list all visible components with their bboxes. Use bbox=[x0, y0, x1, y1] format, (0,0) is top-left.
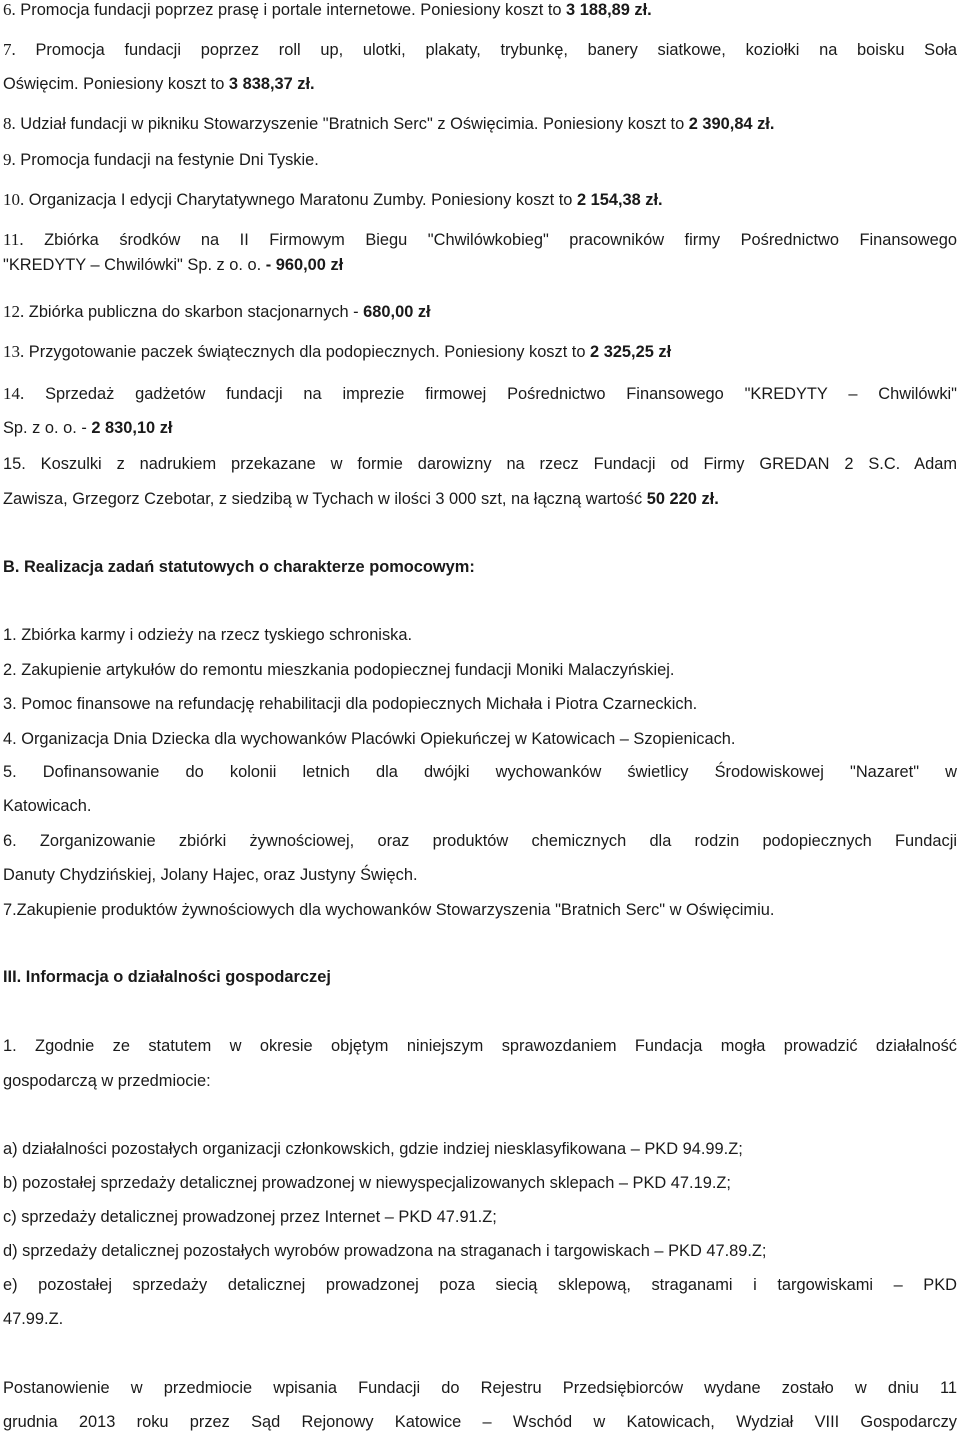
list-item: e) pozostałej sprzedaży detalicznej prowadzonej poza siecią sklepową, straganami i targowiskami – PKD bbox=[3, 1276, 957, 1294]
list-item: 8. Udział fundacji w pikniku Stowarzyszenie "Bratnich Serc" z Oświęcimia. Poniesiony koszt to 2 390,84 zł. bbox=[3, 114, 775, 133]
paragraph: Postanowienie w przedmiocie wpisania Fundacji do Rejestru Przedsiębiorców wydane zostało w dniu 11 bbox=[3, 1379, 957, 1397]
list-item: 5. Dofinansowanie do kolonii letnich dla dwójki wychowanków świetlicy Środowiskowej "Nazaret" w bbox=[3, 763, 957, 781]
list-item: 1. Zbiórka karmy i odzieży na rzecz tyskiego schroniska. bbox=[3, 626, 413, 644]
paragraph-continuation: gospodarczą w przedmiocie: bbox=[3, 1072, 211, 1090]
list-item-continuation: Danuty Chydzińskiej, Jolany Hajec, oraz Justyny Święch. bbox=[3, 866, 418, 884]
list-item: 7.Zakupienie produktów żywnościowych dla wychowanków Stowarzyszenia "Bratnich Serc" w Oświęcimiu. bbox=[3, 901, 775, 919]
paragraph: 1. Zgodnie ze statutem w okresie objętym niniejszym sprawozdaniem Fundacja mogła prowadzić działalność bbox=[3, 1037, 957, 1055]
section-heading: III. Informacja o działalności gospodarczej bbox=[3, 968, 331, 986]
list-item: 3. Pomoc finansowe na refundację rehabilitacji dla podopiecznych Michała i Piotra Czarneckich. bbox=[3, 695, 698, 713]
list-item: 15. Koszulki z nadrukiem przekazane w formie darowizny na rzecz Fundacji od Firmy GREDAN 2 S.C. Adam bbox=[3, 455, 957, 473]
list-item: 12. Zbiórka publiczna do skarbon stacjonarnych - 680,00 zł bbox=[3, 302, 431, 321]
list-item: a) działalności pozostałych organizacji członkowskich, gdzie indziej niesklasyfikowana – PKD 94.99.Z; bbox=[3, 1140, 743, 1158]
list-item: 11. Zbiórka środków na II Firmowym Biegu "Chwilówkobieg" pracowników firmy Pośrednictwo Finansowego bbox=[3, 230, 957, 249]
list-item: 7. Promocja fundacji poprzez roll up, ulotki, plakaty, trybunkę, banery siatkowe, koziołki na boisku Soła bbox=[3, 40, 957, 59]
list-item: 6. Zorganizowanie zbiórki żywnościowej, oraz produktów chemicznych dla rodzin podopiecznych Fundacji bbox=[3, 832, 957, 850]
list-item-continuation: 47.99.Z. bbox=[3, 1310, 64, 1328]
list-item: 10. Organizacja I edycji Charytatywnego Maratonu Zumby. Poniesiony koszt to 2 154,38 zł. bbox=[3, 190, 663, 209]
list-item-continuation: Sp. z o. o. - 2 830,10 zł bbox=[3, 419, 173, 437]
paragraph-continuation: grudnia 2013 roku przez Sąd Rejonowy Katowice – Wschód w Katowicach, Wydział VIII Gospodarczy bbox=[3, 1413, 957, 1431]
list-item: d) sprzedaży detalicznej pozostałych wyrobów prowadzona na straganach i targowiskach – PKD 47.89.Z; bbox=[3, 1242, 767, 1260]
list-item-continuation: "KREDYTY – Chwilówki" Sp. z o. o. - 960,00 zł bbox=[3, 256, 344, 274]
list-item-continuation: Zawisza, Grzegorz Czebotar, z siedzibą w Tychach w ilości 3 000 szt, na łączną wartość 50 220 zł. bbox=[3, 490, 719, 508]
list-item: 6. Promocja fundacji poprzez prasę i portale internetowe. Poniesiony koszt to 3 188,89 zł. bbox=[3, 0, 652, 19]
list-item: c) sprzedaży detalicznej prowadzonej przez Internet – PKD 47.91.Z; bbox=[3, 1208, 497, 1226]
list-item: 14. Sprzedaż gadżetów fundacji na imprezie firmowej Pośrednictwo Finansowego "KREDYTY – Chwilówki" bbox=[3, 384, 957, 403]
section-heading: B. Realizacja zadań statutowych o charakterze pomocowym: bbox=[3, 558, 475, 576]
list-item: 9. Promocja fundacji na festynie Dni Tyskie. bbox=[3, 150, 319, 169]
list-item-continuation: Oświęcim. Poniesiony koszt to 3 838,37 zł. bbox=[3, 75, 315, 93]
list-item: 4. Organizacja Dnia Dziecka dla wychowanków Placówki Opiekuńczej w Katowicach – Szopienicach. bbox=[3, 730, 736, 748]
list-item: 2. Zakupienie artykułów do remontu mieszkania podopiecznej fundacji Moniki Malaczyńskiej. bbox=[3, 661, 675, 679]
list-item: b) pozostałej sprzedaży detalicznej prowadzonej w niewyspecjalizowanych sklepach – PKD 47.19.Z; bbox=[3, 1174, 731, 1192]
list-item-continuation: Katowicach. bbox=[3, 797, 92, 815]
list-item: 13. Przygotowanie paczek świątecznych dla podopiecznych. Poniesiony koszt to 2 325,25 zł bbox=[3, 342, 672, 361]
